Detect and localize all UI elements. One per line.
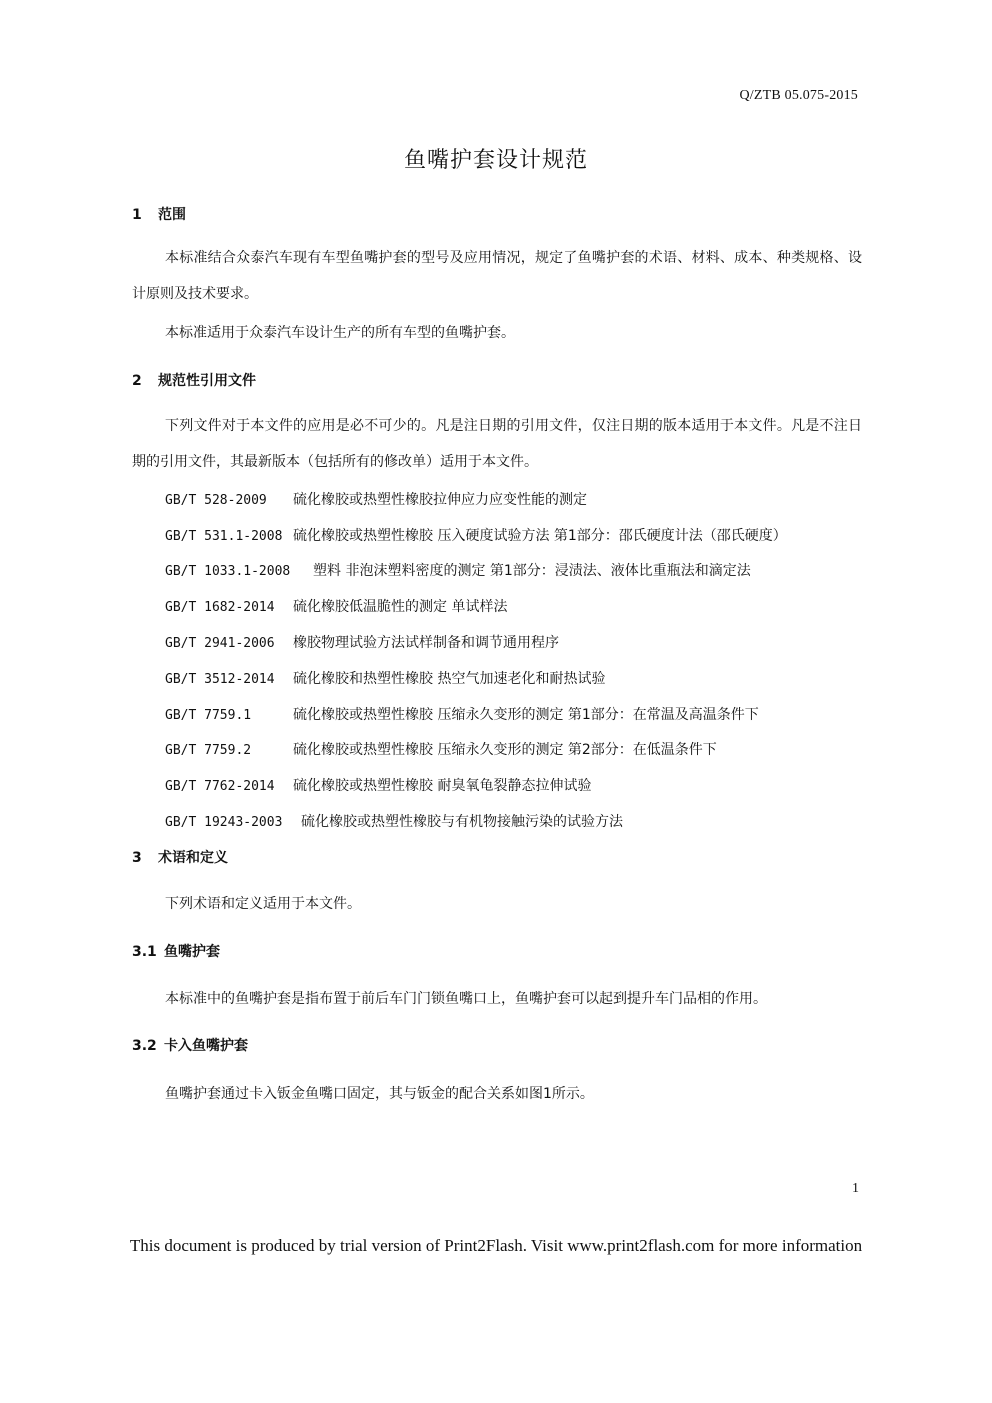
reference-title: 硫化橡胶或热塑性橡胶 压缩永久变形的测定 第2部分：在低温条件下	[293, 742, 717, 758]
reference-code: GB/T 7759.2	[165, 743, 252, 758]
section-number: 1	[132, 207, 142, 223]
reference-code: GB/T 7762-2014	[165, 779, 275, 794]
page-number: 1	[852, 1181, 859, 1196]
section-3-2-heading	[132, 1035, 248, 1055]
document-code: Q/ZTB 05.075-2015	[739, 88, 858, 103]
reference-title: 硫化橡胶低温脆性的测定 单试样法	[293, 599, 508, 615]
reference-code: GB/T 7759.1	[165, 708, 252, 723]
reference-code: GB/T 1682-2014	[165, 600, 275, 615]
section-title: 术语和定义	[158, 850, 228, 866]
reference-code: GB/T 531.1-2008	[165, 529, 283, 544]
section-title: 规范性引用文件	[158, 373, 256, 389]
reference-item	[165, 739, 717, 759]
reference-title: 硫化橡胶或热塑性橡胶与有机物接触污染的试验方法	[301, 814, 623, 830]
reference-item	[165, 596, 507, 616]
section-1-heading	[132, 204, 186, 224]
reference-item	[165, 489, 587, 509]
section-3-1-paragraph-1: 本标准中的鱼嘴护套是指布置于前后车门门锁鱼嘴口上，鱼嘴护套可以起到提升车门品相的作用。	[165, 991, 767, 1007]
section-number: 3.1	[132, 944, 157, 960]
section-3-paragraph-1: 下列术语和定义适用于本文件。	[165, 896, 361, 912]
trial-watermark: This document is produced by trial version of Print2Flash. Visit www.print2flash.com for more information	[129, 1236, 863, 1255]
reference-item	[165, 668, 605, 688]
section-3-1-heading	[132, 941, 220, 961]
section-3-2-paragraph-1: 鱼嘴护套通过卡入钣金鱼嘴口固定，其与钣金的配合关系如图1所示。	[165, 1086, 594, 1102]
reference-title: 硫化橡胶和热塑性橡胶 热空气加速老化和耐热试验	[293, 671, 606, 687]
section-title: 卡入鱼嘴护套	[164, 1038, 248, 1054]
reference-title: 硫化橡胶或热塑性橡胶拉伸应力应变性能的测定	[293, 492, 587, 508]
reference-title: 硫化橡胶或热塑性橡胶 压缩永久变形的测定 第1部分：在常温及高温条件下	[293, 707, 759, 723]
reference-item	[165, 560, 751, 580]
reference-title: 塑料 非泡沫塑料密度的测定 第1部分：浸渍法、液体比重瓶法和滴定法	[313, 563, 751, 579]
reference-code: GB/T 3512-2014	[165, 672, 275, 687]
reference-code: GB/T 1033.1-2008	[165, 564, 291, 579]
reference-item	[165, 525, 787, 545]
reference-code: GB/T 19243-2003	[165, 815, 283, 830]
section-3-heading	[132, 847, 228, 867]
reference-item	[165, 632, 559, 652]
reference-code: GB/T 2941-2006	[165, 636, 275, 651]
section-1-paragraph-2: 本标准适用于众泰汽车设计生产的所有车型的鱼嘴护套。	[165, 325, 515, 341]
section-2-heading	[132, 370, 256, 390]
document-title: 鱼嘴护套设计规范	[403, 148, 588, 173]
reference-item	[165, 811, 623, 831]
section-1-paragraph-1: 本标准结合众泰汽车现有车型鱼嘴护套的型号及应用情况，规定了鱼嘴护套的术语、材料、成本、种类规格、设计原则及技术要求。	[132, 250, 862, 302]
reference-item	[165, 704, 759, 724]
section-title: 鱼嘴护套	[164, 944, 220, 960]
reference-title: 硫化橡胶或热塑性橡胶 压入硬度试验方法 第1部分：邵氏硬度计法（邵氏硬度）	[293, 528, 787, 544]
reference-title: 橡胶物理试验方法试样制备和调节通用程序	[293, 635, 559, 651]
section-number: 3	[132, 850, 142, 866]
section-number: 3.2	[132, 1038, 157, 1054]
section-title: 范围	[158, 207, 186, 223]
reference-code: GB/T 528-2009	[165, 493, 267, 508]
reference-item	[165, 775, 591, 795]
reference-title: 硫化橡胶或热塑性橡胶 耐臭氧龟裂静态拉伸试验	[293, 778, 592, 794]
section-number: 2	[132, 373, 142, 389]
section-2-paragraph-1: 下列文件对于本文件的应用是必不可少的。凡是注日期的引用文件，仅注日期的版本适用于本文件。凡是不注日期的引用文件，其最新版本（包括所有的修改单）适用于本文件。	[132, 418, 862, 470]
